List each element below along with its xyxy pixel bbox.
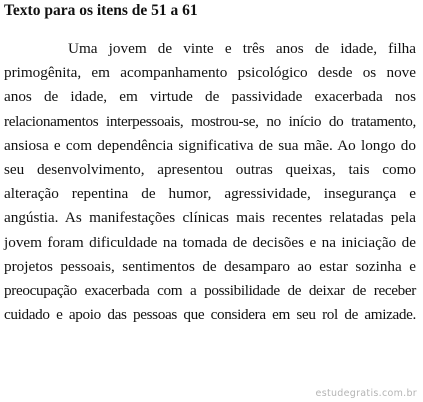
passage-line: primogênita, em acompanhamento psicológico desde os nove: [4, 64, 416, 82]
passage-line: seu desenvolvimento, apresentou outras queixas, tais como: [4, 160, 416, 178]
passage-line: angústia. As manifestações clínicas mais recentes relatadas pela: [4, 209, 416, 227]
passage-line: ansiosa e com dependência significativa de sua mãe. Ao longo do: [4, 136, 416, 154]
passage-line: relacionamentos interpessoais, mostrou-se, no início do tratamento,: [4, 112, 416, 130]
passage: [4, 37, 416, 327]
passage-line: jovem foram dificuldade na tomada de decisões e na iniciação de: [4, 233, 416, 251]
passage-line: projetos pessoais, sentimentos de desamparo ao estar sozinha e: [4, 257, 416, 275]
passage-line: preocupação exacerbada com a possibilidade de deixar de receber: [4, 281, 416, 299]
passage-line: anos de idade, em virtude de passividade exacerbada nos: [4, 88, 416, 106]
passage-line: alteração repentina de humor, agressividade, insegurança e: [4, 185, 416, 203]
site-watermark: estudegratis.com.br: [315, 388, 417, 399]
passage-line: cuidado e apoio das pessoas que considera em seu rol de amizade.: [4, 306, 416, 324]
text-heading: Texto para os itens de 51 a 61: [4, 2, 198, 19]
passage-line: Uma jovem de vinte e três anos de idade, filha: [68, 40, 416, 57]
